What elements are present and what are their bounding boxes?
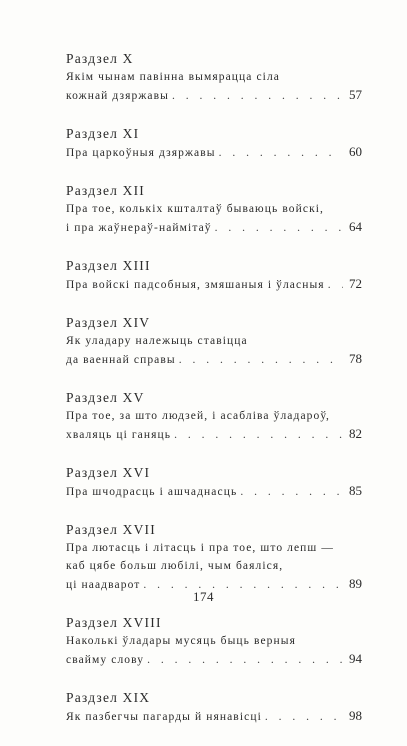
dot-leader xyxy=(176,351,343,369)
toc-entry[interactable] xyxy=(66,314,362,369)
page-number[interactable]: 72 xyxy=(349,276,362,291)
dot-leader xyxy=(216,144,343,162)
chapter-label: Раздзел XII xyxy=(66,183,145,198)
chapter-label: Раздзел XVII xyxy=(66,522,156,537)
table-of-contents xyxy=(66,50,362,746)
chapter-title-last-line xyxy=(66,650,362,669)
chapter-title-text: Пра царкоўныя дзяржавы xyxy=(66,147,216,159)
page-number[interactable]: 89 xyxy=(349,576,362,591)
chapter-title-text: і пра жаўнераў-наймітаў xyxy=(66,222,212,234)
chapter-label: Раздзел XV xyxy=(66,390,145,405)
chapter-title-last-line xyxy=(66,707,362,726)
chapter-label: Раздзел XIX xyxy=(66,690,151,705)
chapter-label: Раздзел XVIII xyxy=(66,615,162,630)
chapter-title-last-line xyxy=(66,425,362,444)
chapter-title-last-line xyxy=(66,143,362,162)
chapter-title-line: Пра лютасць і літасць і пра тое, што лепш — xyxy=(66,542,334,554)
chapter-title-line: Наколькі ўладары мусяць быць верныя xyxy=(66,635,296,647)
chapter-title-line: Пра тое, колькіх кшталтаў бываюць войскі, xyxy=(66,203,325,215)
chapter-title-text: хваляць ці ганяць xyxy=(66,429,172,441)
chapter-title-text: Як пазбегчы пагарды й нянавісці xyxy=(66,711,262,723)
toc-entry[interactable] xyxy=(66,614,362,669)
chapter-title-last-line xyxy=(66,482,362,501)
toc-entry[interactable] xyxy=(66,689,362,726)
page-number[interactable]: 64 xyxy=(349,219,362,234)
folio-page-number: 174 xyxy=(193,589,214,604)
toc-entry[interactable] xyxy=(66,389,362,444)
dot-leader xyxy=(171,426,343,444)
page-number[interactable]: 94 xyxy=(349,651,362,666)
toc-entry[interactable] xyxy=(66,464,362,501)
chapter-title-line: каб цябе больш любілі, чым баяліся, xyxy=(66,560,284,572)
chapter-title-text: Пра шчодрасць і ашчаднасць xyxy=(66,486,238,498)
page-number[interactable]: 82 xyxy=(349,426,362,441)
dot-leader xyxy=(212,219,343,237)
chapter-title-text: Пра войскі падсобныя, змяшаныя і ўласныя xyxy=(66,279,325,291)
chapter-title-line: Якім чынам павінна вымярацца сіла xyxy=(66,71,281,83)
chapter-label: Раздзел XVI xyxy=(66,465,151,480)
chapter-title-line: Пра тое, за што людзей, і асабліва ўладароў, xyxy=(66,410,331,422)
page-number[interactable]: 85 xyxy=(349,483,362,498)
chapter-title-last-line xyxy=(66,275,362,294)
page-number[interactable]: 57 xyxy=(349,87,362,102)
page-number[interactable]: 60 xyxy=(349,144,362,159)
dot-leader xyxy=(325,276,343,294)
dot-leader xyxy=(169,87,343,105)
chapter-label: Раздзел XIII xyxy=(66,258,151,273)
chapter-title-last-line xyxy=(66,86,362,105)
chapter-title-last-line xyxy=(66,218,362,237)
dot-leader xyxy=(144,651,343,669)
page-number[interactable]: 78 xyxy=(349,351,362,366)
chapter-label: Раздзел XI xyxy=(66,126,140,141)
page-number[interactable]: 98 xyxy=(349,708,362,723)
chapter-title-line: Як уладару належыць ставіцца xyxy=(66,335,248,347)
toc-entry[interactable] xyxy=(66,521,362,594)
dot-leader xyxy=(237,483,343,501)
toc-entry[interactable] xyxy=(66,257,362,294)
toc-entry[interactable] xyxy=(66,125,362,162)
dot-leader xyxy=(262,708,343,726)
chapter-title-text: да ваеннай справы xyxy=(66,354,176,366)
chapter-title-last-line xyxy=(66,350,362,369)
chapter-label: Раздзел XIV xyxy=(66,315,151,330)
toc-entry[interactable] xyxy=(66,182,362,237)
chapter-title-text: кожнай дзяржавы xyxy=(66,90,169,102)
chapter-title-text: ці наадварот xyxy=(66,579,141,591)
chapter-title-text: свайму слову xyxy=(66,654,145,666)
chapter-label: Раздзел X xyxy=(66,51,134,66)
toc-entry[interactable] xyxy=(66,50,362,105)
